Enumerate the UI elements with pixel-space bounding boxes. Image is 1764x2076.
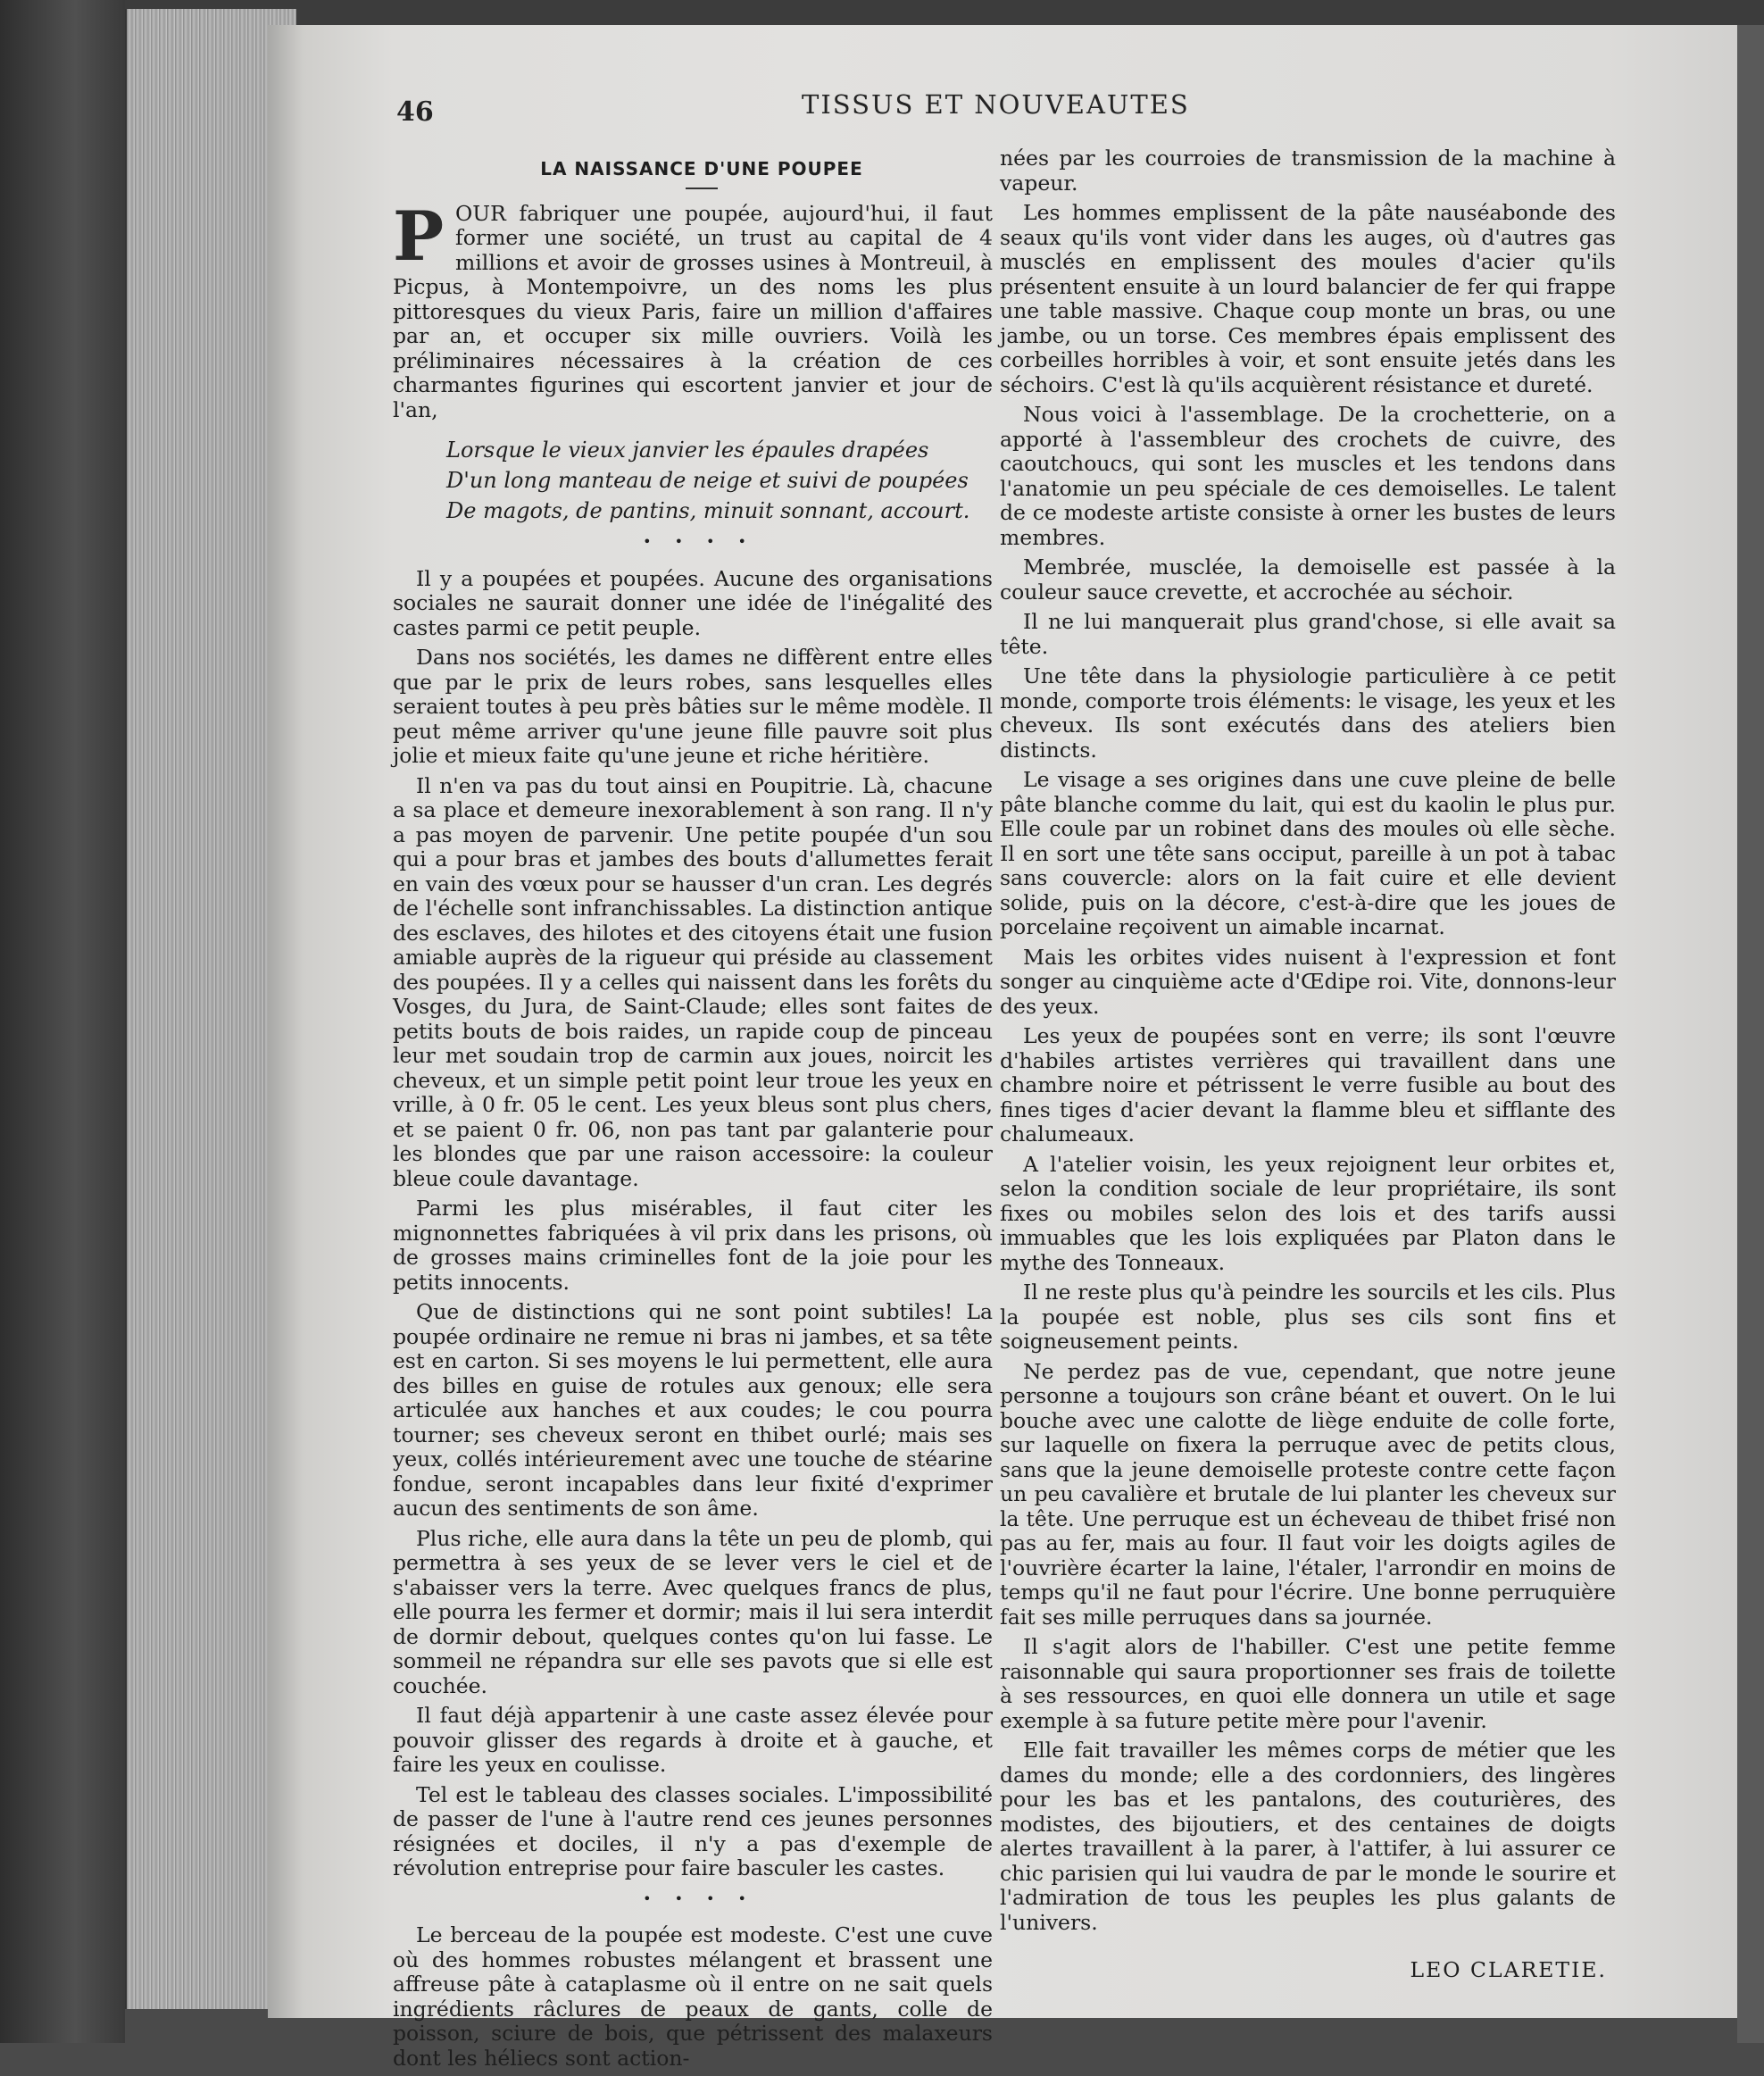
verse-line: Lorsque le vieux janvier les épaules drapées — [446, 438, 929, 463]
paragraph: Une tête dans la physiologie particulière à ce petit monde, comporte trois éléments: le visage, les yeux et les cheveux. Ils sont exécutés dans des ateliers bien distincts. — [1000, 663, 1616, 763]
paragraph: Il s'agit alors de l'habiller. C'est une petite femme raisonnable qui saura proportionner ses frais de toilette à ses ressources, en quoi elle donnera un utile et sage exemple à sa future petite mère pour l'avenir. — [1000, 1634, 1616, 1733]
paragraph: Que de distinctions qui ne sont point subtiles! La poupée ordinaire ne remue ni bras ni jambes, et sa tête est en carton. Si ses moyens le lui permettent, elle aura des billes en guise de rotules aux genoux; elle sera articulée aux hanches et aux coudes; le cou pourra tourner; ses cheveux seront en thibet ourlé; mais ses yeux, collés intérieurement avec une touche de stéarine fondue, seront incapables dans leur fixité d'exprimer aucun des sentiments de son âme. — [393, 1299, 993, 1521]
section-separator: •••• — [643, 1889, 770, 1907]
right-column — [1000, 146, 1616, 1983]
paragraph: nées par les courroies de transmission de la machine à vapeur. — [1000, 146, 1616, 196]
left-column — [393, 152, 993, 2076]
dropcap-letter: P — [393, 196, 445, 276]
paragraph: A l'atelier voisin, les yeux rejoignent leur orbites et, selon la condition sociale de leur propriétaire, ils sont fixes ou mobiles selon des lois et des tarifs aussi immuables que les lois expliquées par Platon dans le mythe des Tonneaux. — [1000, 1151, 1616, 1275]
paragraph: Tel est le tableau des classes sociales. L'impossibilité de passer de l'une à l'autre rend ces jeunes personnes résignées et dociles, il n'y a pas d'exemple de révolution entreprise pour faire basculer les castes. — [393, 1781, 993, 1880]
paragraph: Le berceau de la poupée est modeste. C'est une cuve où des hommes robustes mélangent et brassent une affreuse pâte à cataplasme où il entre on ne sait quels ingrédients râclures de peaux de gants, colle de poisson, sciure de bois, que pétrissent des malaxeurs dont les héliecs sont action- — [393, 1922, 993, 2071]
verse-line: D'un long manteau de neige et suivi de poupées — [446, 468, 969, 493]
verse-quote — [446, 435, 993, 526]
author-signature: LEO CLARETIE. — [1410, 1957, 1607, 1982]
paragraph: Plus riche, elle aura dans la tête un peu de plomb, qui permettra à ses yeux de se lever vers le ciel et de s'abaisser vers la terre. Avec quelques francs de plus, elle pourra les fermer et dormir; mais il lui sera interdit de dormir debout, quelques contes qu'on lui fasse. Le sommeil ne répandra sur elle ses pavots que si elle est couchée. — [393, 1525, 993, 1698]
paragraph: Il ne reste plus qu'à peindre les sourcils et les cils. Plus la poupée est noble, plus ses cils sont fins et soigneusement peints. — [1000, 1280, 1616, 1354]
section-separator: •••• — [643, 533, 770, 550]
paragraph: Les yeux de poupées sont en verre; ils sont l'œuvre d'habiles artistes verrières qui travaillent dans une chambre noire et pétrissent le verre fusible au bout des fines tiges d'acier devant la flamme bleu et sifflante des chalumeaux. — [1000, 1023, 1616, 1146]
ornamental-dropcap — [393, 196, 448, 276]
intro-paragraph — [393, 196, 993, 423]
paragraph: Il y a poupées et poupées. Aucune des organisations sociales ne saurait donner une idée de l'inégalité des castes parmi ce petit peuple. — [393, 565, 993, 640]
paragraph: Dans nos sociétés, les dames ne diffèrent entre elles que par le prix de leurs robes, sans lesquelles elles seraient toutes à peu près bâties sur le même modèle. Il peut même arriver qu'une jeune fille pauvre soit plus jolie et mieux faite qu'une jeune et riche héritière. — [393, 645, 993, 768]
paragraph: Il n'en va pas du tout ainsi en Poupitrie. Là, chacune a sa place et demeure inexorablement à son rang. Il n'y a pas moyen de parvenir. Une petite poupée d'un sou qui a pour bras et jambes des bouts d'allumettes ferait en vain des vœux pour se hausser d'un cran. Les degrés de l'échelle sont infranchissables. La distinction antique des esclaves, des hilotes et des citoyens était une fusion amiable auprès de la rigueur qui préside au classement des poupées. Il y a celles qui naissent dans les forêts du Vosges, du Jura, de Saint-Claude; elles sont faites de petits bouts de bois raides, un rapide coup de pinceau leur met soudain trop de carmin aux joues, noircit les cheveux, et un simple petit point leur troue les yeux en vrille, à 0 fr. 05 le cent. Les yeux bleus sont plus chers, et se paient 0 fr. 06, non pas tant par galanterie pour les blondes que par une raison accessoire: la couleur bleue coule davantage. — [393, 772, 993, 1191]
page-right-shadow — [1737, 25, 1764, 2043]
paragraph: Mais les orbites vides nuisent à l'expression et font songer au cinquième acte d'Œdipe roi. Vite, donnons-leur des yeux. — [1000, 944, 1616, 1019]
page-number: 46 — [396, 96, 434, 128]
paragraph: Membrée, musclée, la demoiselle est passée à la couleur sauce crevette, et accrochée au séchoir. — [1000, 554, 1616, 604]
book-cover-edge — [0, 0, 125, 2043]
paragraph: Il ne lui manquerait plus grand'chose, si elle avait sa tête. — [1000, 609, 1616, 659]
paragraph: Ne perdez pas de vue, cependant, que notre jeune personne a toujours son crâne béant et ouvert. On le lui bouche avec une calotte de liège enduite de colle forte, sur laquelle on fixera la perruque avec de petits clous, sans que la jeune demoiselle proteste contre cette façon un peu cavalière et brutale de lui planter les cheveux sur la tête. Une perruque est un écheveau de thibet frisé non pas au fer, mais au four. Il faut voir les doigts agiles de l'ouvrière écarter la laine, l'étaler, l'arrondir en moins de temps qu'il ne faut pour l'écrire. Une bonne perruquière fait ses mille perruques dans sa journée. — [1000, 1358, 1616, 1630]
intro-text: OUR fabriquer une poupée, aujourd'hui, il faut former une société, un trust au capital de 4 millions et avoir de grosses usines à Montreuil, à Picpus, à Montempoivre, un des noms les plus pittoresques du vieux Paris, faire un million d'affaires par an, et occuper six mille ouvriers. Voilà les préliminaires nécessaires à la création de ces charmantes figurines qui escortent janvier et jour de l'an, — [393, 200, 993, 422]
paragraph: Elle fait travailler les mêmes corps de métier que les dames du monde; elle a des cordonniers, des lingères pour les bas et les pantalons, des couturières, des modistes, des bijoutiers, et des centaines de doigts alertes travaillent à la parer, à l'attifer, à lui assurer ce chic parisien qui lui vaudra de par le monde le sourire et l'admiration de tous les peuples les plus galants de l'univers. — [1000, 1738, 1616, 1935]
paragraph: Les hommes emplissent de la pâte nauséabonde des seaux qu'ils vont vider dans les auges, où d'autres gas musclés en emplissent des moules d'acier qu'ils présentent ensuite à un lourd balancier de fer qui frappe une table massive. Chaque coup monte un bras, ou une jambe, ou un torse. Ces membres épais emplissent des corbeilles horribles à voir, et sont ensuite jetés dans les séchoirs. C'est là qu'ils acquièrent résistance et dureté. — [1000, 200, 1616, 397]
running-title: TISSUS ET NOUVEAUTES — [802, 89, 1190, 120]
paragraph: Le visage a ses origines dans une cuve pleine de belle pâte blanche comme du lait, qui est du kaolin le plus pur. Elle coule par un robinet dans des moules où elle sèche. Il en sort une tête sans occiput, pareille à un pot à tabac sans couvercle: alors on la fait cuire et elle devient solide, puis on la décore, c'est-à-dire que les joues de porcelaine reçoivent un aimable incarnat. — [1000, 767, 1616, 939]
paragraph: Parmi les plus misérables, il faut citer les mignonnettes fabriquées à vil prix dans les prisons, où de grosses mains criminelles font de la joie pour les petits innocents. — [393, 1196, 993, 1295]
paragraph: Il faut déjà appartenir à une caste assez élevée pour pouvoir glisser des regards à droite et à gauche, et faire les yeux en coulisse. — [393, 1703, 993, 1777]
paragraph: Nous voici à l'assemblage. De la crochetterie, on a apporté à l'assembleur des crochets de cuivre, des caoutchoucs, qui sont les muscles et les tendons dans l'anatomie un peu spéciale de ces demoiselles. Le talent de ce modeste artiste consiste à orner les bustes de leurs membres. — [1000, 402, 1616, 550]
title-rule — [686, 188, 718, 189]
verse-line: De magots, de pantins, minuit sonnant, accourt. — [446, 498, 970, 523]
article-title: LA NAISSANCE D'UNE POUPEE — [540, 158, 863, 179]
